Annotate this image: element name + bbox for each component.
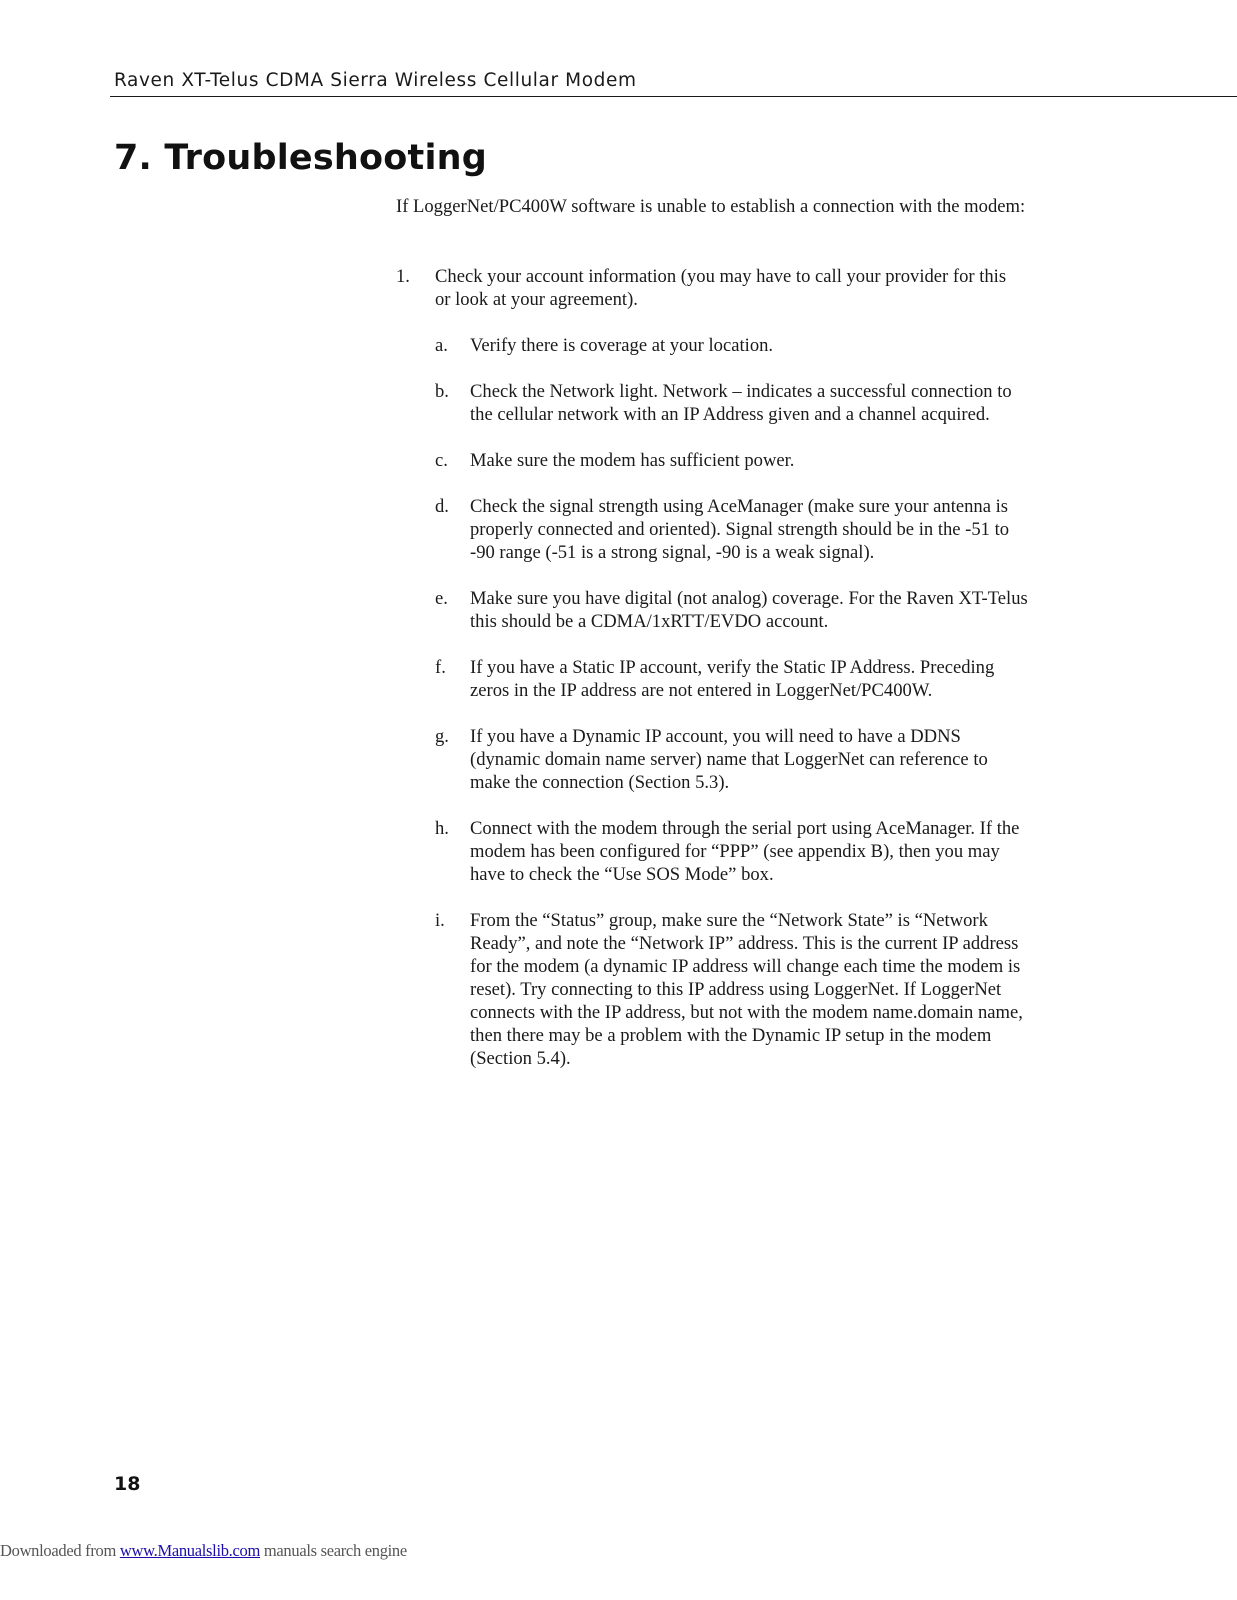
substep-letter: e. (435, 588, 448, 609)
download-footer (0, 1541, 407, 1561)
step-number: 1. (396, 266, 410, 287)
substep-h (435, 817, 1037, 886)
substep-g (435, 725, 1037, 794)
substep-letter: f. (435, 657, 446, 678)
substep-text: If you have a Static IP account, verify the Static IP Address. Preceding zeros in the IP address are not entered in LoggerNet/PC400W. (470, 657, 995, 701)
substep-letter: g. (435, 726, 449, 747)
substep-c (435, 449, 1037, 472)
substep-d (435, 495, 1037, 564)
manualslib-link[interactable]: www.Manualslib.com (119, 1541, 261, 1560)
substep-text: If you have a Dynamic IP account, you will need to have a DDNS (dynamic domain name server) name that LoggerNet can reference to make the connection (Section 5.3). (470, 726, 988, 793)
footer-suffix: manuals search engine (260, 1541, 407, 1560)
header-rule (110, 96, 1237, 97)
substep-text: Make sure you have digital (not analog) coverage. For the Raven XT-Telus this should be a CDMA/1xRTT/EVDO account. (470, 588, 1028, 632)
substep-text: Check the Network light. Network – indicates a successful connection to the cellular network with an IP Address given and a channel acquired. (470, 381, 1012, 425)
substep-letter: c. (435, 450, 448, 471)
substep-text: From the “Status” group, make sure the “Network State” is “Network Ready”, and note the “Network IP” address. This is the current IP address for the modem (a dynamic IP address will change each time the modem is reset). Try connecting to this IP address using LoggerNet. If LoggerNet connects with the IP address, but not with the modem name.domain name, then there may be a problem with the Dynamic IP setup in the modem (Section 5.4). (470, 910, 1023, 1069)
substep-e (435, 587, 1037, 633)
chapter-title: 7. Troubleshooting (114, 138, 488, 178)
footer-prefix: Downloaded from (0, 1541, 120, 1560)
substep-letter: h. (435, 818, 449, 839)
substep-letter: i. (435, 910, 445, 931)
substep-i (435, 909, 1037, 1070)
substep-text: Verify there is coverage at your location. (470, 335, 774, 356)
substep-b (435, 380, 1037, 426)
page-number: 18 (114, 1473, 141, 1495)
substep-letter: d. (435, 496, 449, 517)
substep-f (435, 656, 1037, 702)
substep-text: Connect with the modem through the serial port using AceManager. If the modem has been configured for “PPP” (see appendix B), then you may have to check the “Use SOS Mode” box. (470, 818, 1020, 885)
substep-list (435, 334, 1037, 1093)
intro-paragraph: If LoggerNet/PC400W software is unable to establish a connection with the modem: (396, 196, 1026, 217)
substep-text: Check the signal strength using AceManager (make sure your antenna is properly connected and oriented). Signal strength should be in the -51 to -90 range (-51 is a strong signal, -90 is a weak signal). (470, 496, 1010, 563)
substep-letter: b. (435, 381, 449, 402)
substep-a (435, 334, 1037, 357)
substep-letter: a. (435, 335, 448, 356)
running-header: Raven XT-Telus CDMA Sierra Wireless Cellular Modem (114, 70, 637, 91)
step-text: Check your account information (you may have to call your provider for this or look at your agreement). (435, 266, 1007, 310)
substep-text: Make sure the modem has sufficient power. (470, 450, 795, 471)
